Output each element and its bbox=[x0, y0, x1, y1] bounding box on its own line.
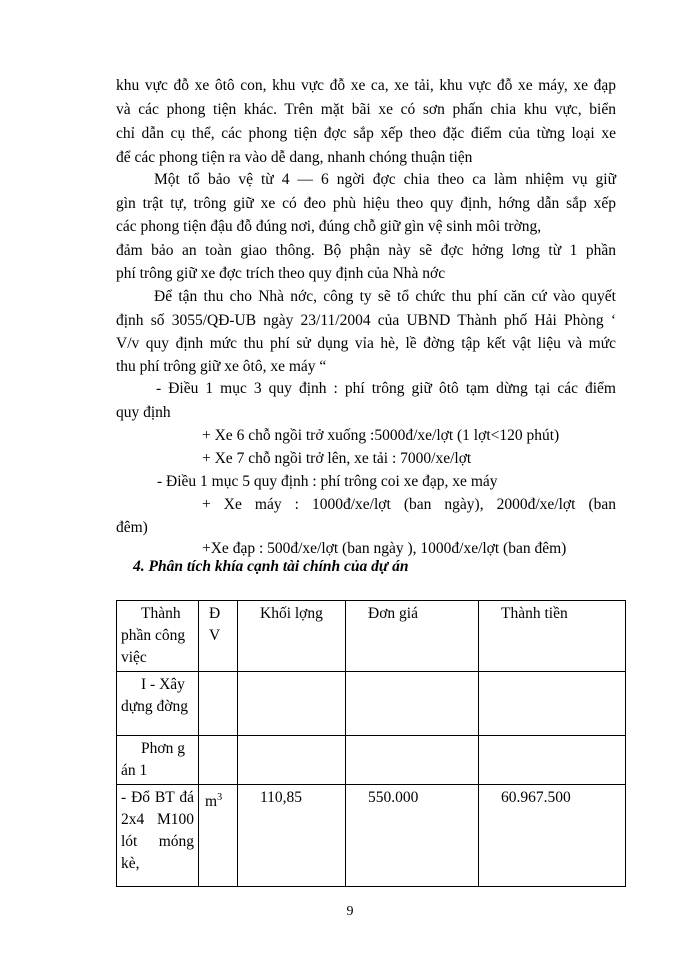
paragraph-line: V/v quy định mức thu phí sử dụng vỉa hè, lề đờng tập kết vật liệu và mức bbox=[116, 335, 616, 352]
header-cell: Khối lợng bbox=[238, 601, 346, 672]
table-cell: I - Xây dựng đờng bbox=[117, 672, 199, 736]
table-row bbox=[117, 736, 626, 785]
table-cell bbox=[479, 736, 626, 785]
paragraph-line: phí trông giữ xe đợc trích theo quy định của Nhà nớc bbox=[116, 265, 446, 282]
paragraph-line: Một tổ bảo vệ từ 4 — 6 ngời đợc chia theo ca làm nhiệm vụ giữ bbox=[154, 171, 616, 188]
table-cell: - Đổ BT đá 2x4 M100 lót móng kè, bbox=[117, 785, 199, 887]
paragraph-line: định số 3055/QĐ-UB ngày 23/11/2004 của UBND Thành phố Hải Phòng ‘ bbox=[116, 312, 616, 329]
table-cell bbox=[199, 672, 238, 736]
unit-text: m bbox=[205, 793, 218, 811]
table-cell: 110,85 bbox=[238, 785, 346, 887]
paragraph-line: Để tận thu cho Nhà nớc, công ty sẽ tổ chức thu phí căn cứ vào quyết bbox=[154, 288, 616, 305]
unit-superscript: 3 bbox=[217, 792, 223, 803]
cost-table bbox=[116, 600, 626, 887]
paragraph-line: chỉ dẫn cụ thể, các phong tiện đợc sắp xếp theo đặc điểm của từng loại xe bbox=[116, 125, 616, 142]
header-cell: Đ V bbox=[199, 601, 238, 672]
table-cell: Phơn g án 1 bbox=[117, 736, 199, 785]
paragraph-line: gìn trật tự, trông giữ xe có đeo phù hiệu theo quy định, hớng dẫn sắp xếp bbox=[116, 195, 616, 212]
table-cell: 60.967.500 bbox=[479, 785, 626, 887]
list-item: - Điều 1 mục 5 quy định : phí trông coi xe đạp, xe máy bbox=[157, 473, 498, 490]
table-cell: 550.000 bbox=[346, 785, 479, 887]
header-cell: Đơn giá bbox=[346, 601, 479, 672]
paragraph-line: và các phong tiện khác. Trên mặt bãi xe có sơn phấn chia khu vực, biển bbox=[116, 101, 616, 118]
section-heading: 4. Phân tích khía cạnh tài chính của dự án bbox=[133, 558, 409, 575]
table-cell bbox=[238, 736, 346, 785]
paragraph-line: khu vực đỗ xe ôtô con, khu vực đỗ xe ca, xe tải, khu vực đỗ xe máy, xe đạp bbox=[116, 77, 616, 94]
list-item: + Xe 7 chỗ ngồi trở lên, xe tải : 7000/xe/lợt bbox=[202, 450, 472, 467]
table-header-row bbox=[117, 601, 626, 672]
list-item-continuation: đêm) bbox=[116, 519, 148, 536]
header-cell: Thành phần công việc bbox=[117, 601, 199, 672]
table-cell bbox=[199, 736, 238, 785]
table-cell bbox=[479, 672, 626, 736]
header-cell: Thành tiền bbox=[479, 601, 626, 672]
list-item: + Xe máy : 1000đ/xe/lợt (ban ngày), 2000đ/xe/lợt (ban bbox=[202, 496, 616, 513]
list-item: +Xe đạp : 500đ/xe/lợt (ban ngày ), 1000đ/xe/lợt (ban đêm) bbox=[202, 540, 567, 557]
table-cell bbox=[346, 672, 479, 736]
paragraph-line: các phong tiện đậu đỗ đúng nơi, đúng chỗ giữ gìn vệ sinh môi trờng, bbox=[116, 218, 542, 235]
table-cell bbox=[238, 672, 346, 736]
table-row bbox=[117, 785, 626, 887]
paragraph-line: - Điều 1 mục 3 quy định : phí trông giữ ôtô tạm dừng tại các điểm bbox=[156, 380, 616, 397]
paragraph-line: quy định bbox=[116, 404, 171, 421]
paragraph-line: đảm bảo an toàn giao thông. Bộ phận này sẽ đợc hởng lơng từ 1 phần bbox=[116, 242, 616, 259]
table-row bbox=[117, 672, 626, 736]
list-item: + Xe 6 chỗ ngồi trở xuống :5000đ/xe/lợt (1 lợt<120 phút) bbox=[202, 427, 560, 444]
paragraph-line: để các phong tiện ra vào dễ dang, nhanh chóng thuận tiện bbox=[116, 149, 473, 166]
table-cell bbox=[346, 736, 479, 785]
page-number: 9 bbox=[346, 904, 354, 919]
unit-cell bbox=[199, 785, 238, 887]
paragraph-line: thu phí trông giữ xe ôtô, xe máy “ bbox=[116, 358, 327, 375]
